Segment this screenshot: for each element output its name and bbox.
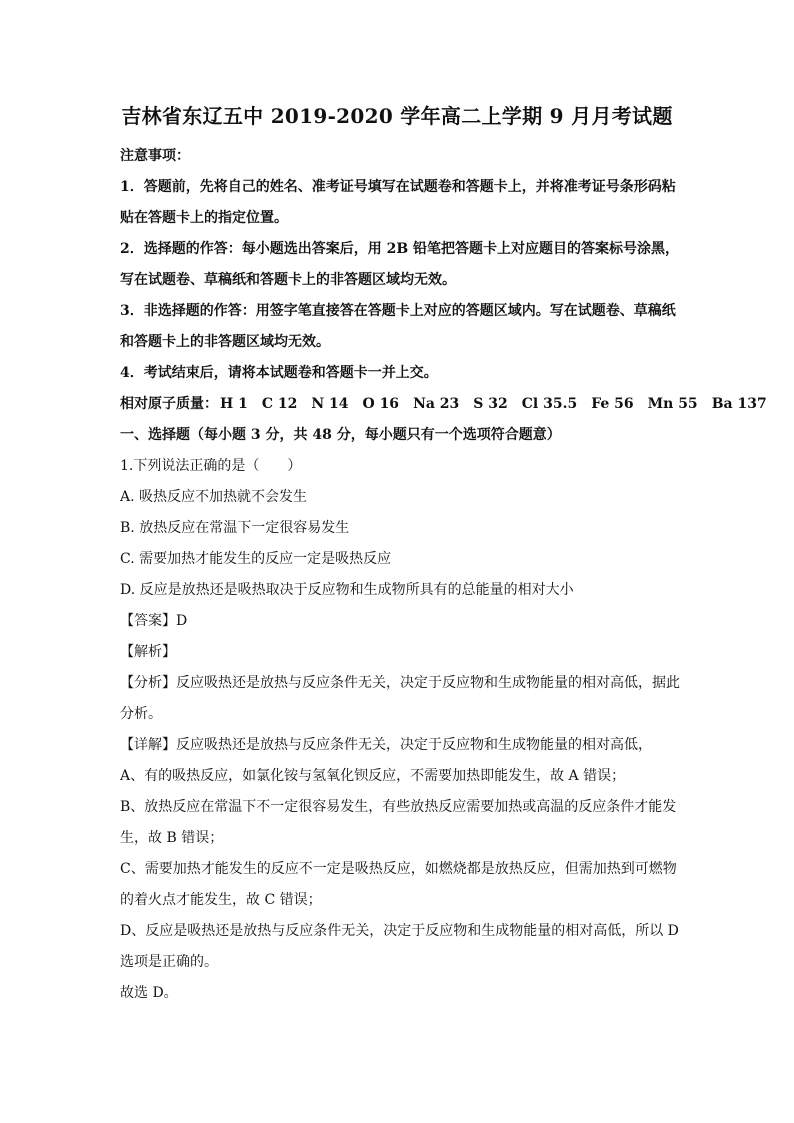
page-title: 吉林省东辽五中 2019-2020 学年高二上学期 9 月月考试题 <box>121 104 673 128</box>
analysis-line: 【详解】反应吸热还是放热与反应条件无关，决定于反应物和生成物能量的相对高低， <box>120 737 652 753</box>
notice-item-1-line2: 贴在答题卡上的指定位置。 <box>120 210 288 226</box>
analysis-line: D、反应是吸热还是放热与反应条件无关，决定于反应物和生成物能量的相对高低，所以 D <box>120 923 679 939</box>
atomic-mass-s: S 32 <box>473 396 508 412</box>
answer-line: 【答案】D <box>120 613 188 629</box>
analysis-line: 的着火点才能发生，故 C 错误； <box>120 892 322 908</box>
notice-item-3-line2: 和答题卡上的非答题区域均无效。 <box>120 334 330 350</box>
atomic-mass-ba: Ba 137 <box>711 396 767 412</box>
notice-item-2-line1: 2．选择题的作答：每小题选出答案后，用 2B 铅笔把答题卡上对应题目的答案标号涂黑， <box>120 241 680 257</box>
option-c: C. 需要加热才能发生的反应一定是吸热反应 <box>120 551 392 567</box>
analysis-line: 生，故 B 错误； <box>120 830 224 846</box>
option-b: B. 放热反应在常温下一定很容易发生 <box>120 520 350 536</box>
atomic-mass-label: 相对原子质量： <box>120 396 218 412</box>
analysis-line: 分析。 <box>120 706 162 722</box>
option-a: A. 吸热反应不加热就不会发生 <box>120 489 308 505</box>
analysis-line: B、放热反应在常温下不一定很容易发生，有些放热反应需要加热或高温的反应条件才能发 <box>120 799 677 815</box>
atomic-mass-cl: Cl 35.5 <box>521 396 578 412</box>
option-d: D. 反应是放热还是吸热取决于反应物和生成物所具有的总能量的相对大小 <box>120 582 574 598</box>
atomic-mass-mn: Mn 55 <box>647 396 698 412</box>
atomic-mass-fe: Fe 56 <box>591 396 634 412</box>
atomic-mass-row <box>120 394 767 414</box>
analysis-line: 【分析】反应吸热还是放热与反应条件无关，决定于反应物和生成物能量的相对高低，据此 <box>120 675 680 691</box>
notice-heading: 注意事项： <box>120 148 190 164</box>
notice-item-2-line2: 写在试题卷、草稿纸和答题卡上的非答题区域均无效。 <box>120 272 456 288</box>
atomic-mass-o: O 16 <box>362 396 400 412</box>
analysis-line: C、需要加热才能发生的反应不一定是吸热反应，如燃烧都是放热反应，但需加热到可燃物 <box>120 861 677 877</box>
atomic-mass-n: N 14 <box>311 396 349 412</box>
notice-item-3-line1: 3．非选择题的作答：用签字笔直接答在答题卡上对应的答题区域内。写在试题卷、草稿纸 <box>120 303 676 319</box>
conclusion-line: 故选 D。 <box>120 985 178 1001</box>
question-stem: 1.下列说法正确的是（ ） <box>120 458 302 474</box>
analysis-line: A、有的吸热反应，如氯化铵与氢氧化钡反应，不需要加热即能发生，故 A 错误； <box>120 768 626 784</box>
atomic-mass-h: H 1 <box>220 396 248 412</box>
notice-item-4-line1: 4．考试结束后，请将本试题卷和答题卡一并上交。 <box>120 365 438 381</box>
notice-item-1-line1: 1．答题前，先将自己的姓名、准考证号填写在试题卷和答题卡上，并将准考证号条形码粘 <box>120 179 676 195</box>
atomic-mass-c: C 12 <box>261 396 298 412</box>
analysis-heading: 【解析】 <box>120 644 176 660</box>
atomic-mass-na: Na 23 <box>413 396 460 412</box>
analysis-line: 选项是正确的。 <box>120 954 218 970</box>
section-heading: 一、选择题（每小题 3 分，共 48 分，每小题只有一个选项符合题意） <box>120 427 561 443</box>
